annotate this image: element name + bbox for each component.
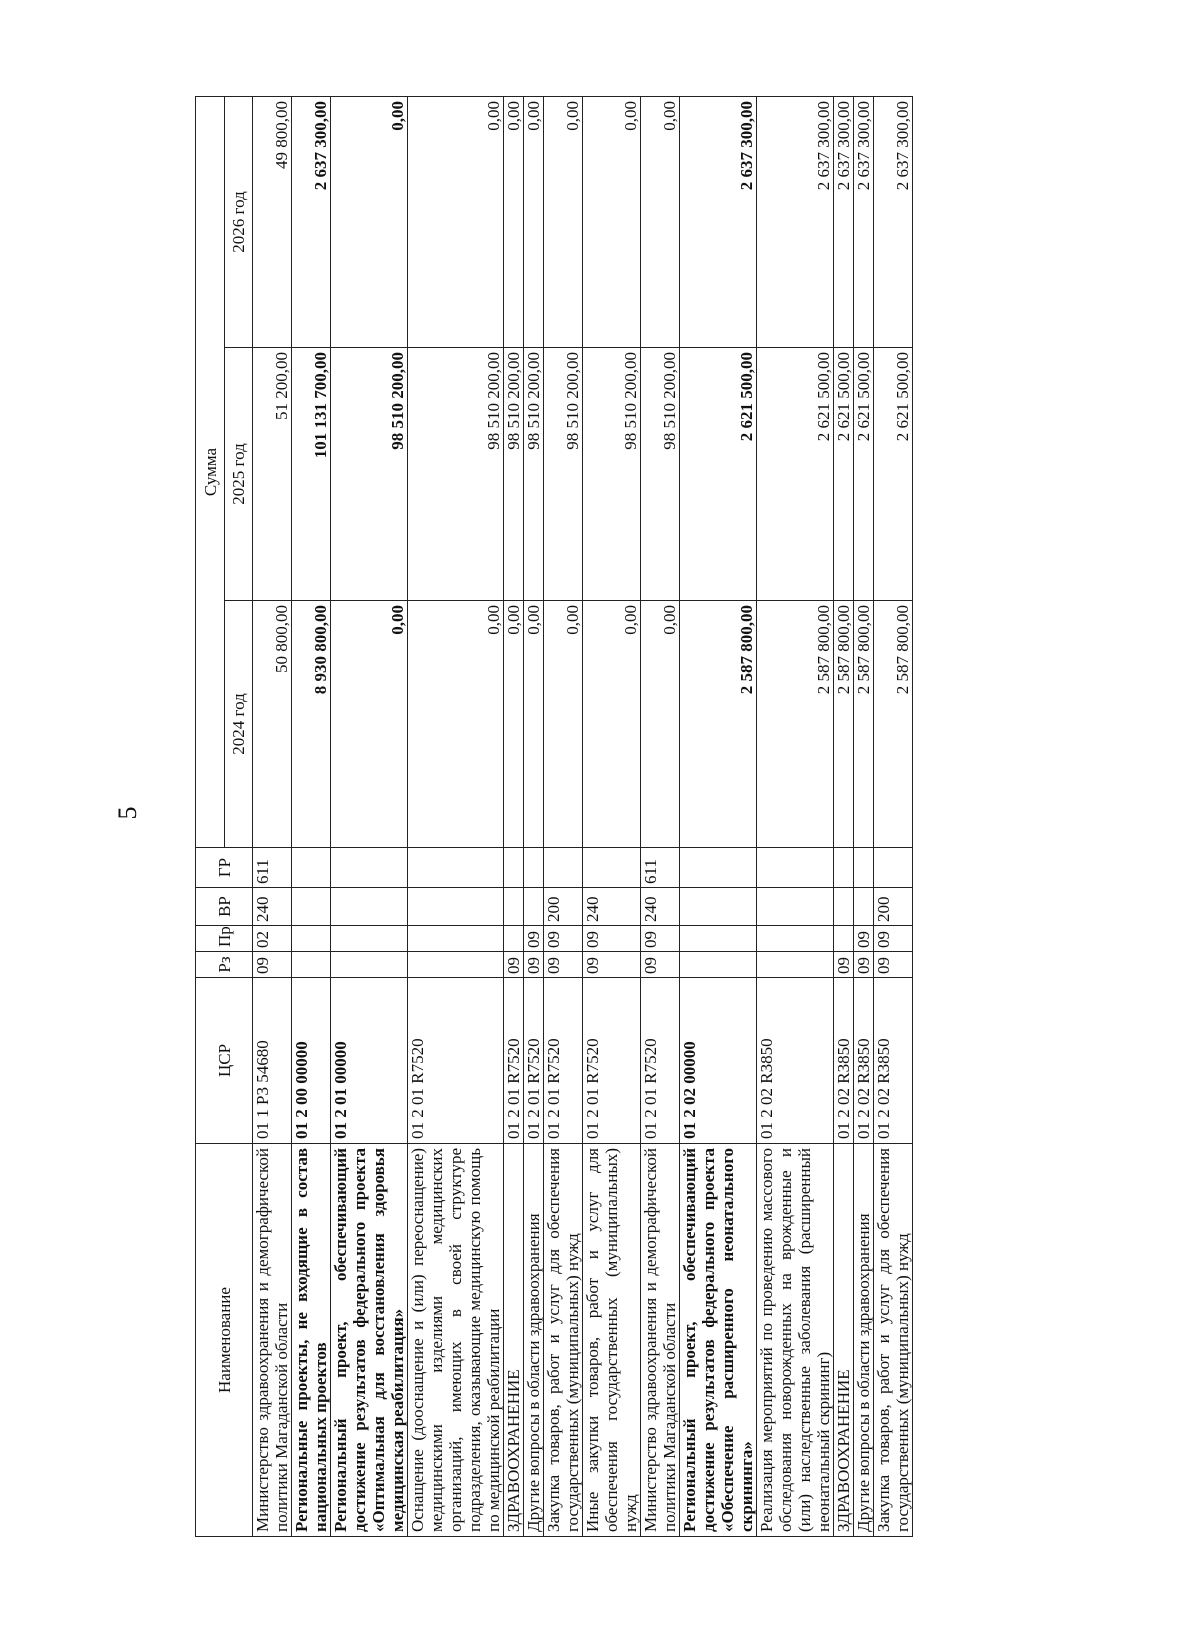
row-vr: [757, 888, 834, 926]
header-2026: 2026 год: [225, 97, 253, 348]
row-sum-2026: 2 637 300,00: [680, 97, 757, 348]
row-sum-2024: 50 800,00: [253, 601, 292, 848]
header-vr: ВР: [196, 888, 253, 926]
row-sum-2026: 2 637 300,00: [292, 97, 331, 348]
table-row: [583, 97, 641, 1537]
row-rz: [331, 952, 408, 978]
row-sum-2025: 101 131 700,00: [292, 348, 331, 601]
row-sum-2026: 0,00: [544, 97, 583, 348]
row-name: Иные закупки товаров, работ и услуг для обеспечения государственных (муниципальных) нужд: [583, 1144, 641, 1537]
row-sum-2025: 2 621 500,00: [680, 348, 757, 601]
row-sum-2025: 98 510 200,00: [641, 348, 680, 601]
row-pr: [834, 926, 854, 952]
table-row: [641, 97, 680, 1537]
row-gr: [544, 848, 583, 888]
row-sum-2024: 0,00: [641, 601, 680, 848]
row-sum-2024: 2 587 800,00: [874, 601, 913, 848]
row-sum-2024: 0,00: [524, 601, 544, 848]
budget-table: [195, 96, 913, 1537]
row-sum-2025: 2 621 500,00: [874, 348, 913, 601]
row-csr: 01 2 02 R3850: [854, 978, 874, 1144]
row-csr: 01 2 01 R7520: [641, 978, 680, 1144]
row-gr: [757, 848, 834, 888]
row-sum-2024: 0,00: [583, 601, 641, 848]
row-vr: 240: [583, 888, 641, 926]
row-gr: [874, 848, 913, 888]
row-vr: [524, 888, 544, 926]
row-sum-2026: 0,00: [641, 97, 680, 348]
header-gr: ГР: [196, 848, 253, 888]
row-vr: [331, 888, 408, 926]
header-pr: Пр: [196, 926, 253, 952]
row-sum-2026: 0,00: [408, 97, 504, 348]
header-name: Наименование: [196, 1144, 253, 1537]
row-sum-2025: 98 510 200,00: [331, 348, 408, 601]
row-name: Региональный проект, обеспечивающий достижение результатов федерального проекта «Обеспечение расширенного неонатального скрининга»: [680, 1144, 757, 1537]
header-rz: Рз: [196, 952, 253, 978]
row-rz: 09: [253, 952, 292, 978]
table-row: [680, 97, 757, 1537]
row-name: Другие вопросы в области здравоохранения: [524, 1144, 544, 1537]
page-number: 5: [113, 806, 142, 820]
row-csr: 01 2 01 R7520: [544, 978, 583, 1144]
row-pr: [331, 926, 408, 952]
row-gr: [680, 848, 757, 888]
row-vr: 200: [544, 888, 583, 926]
row-sum-2025: 98 510 200,00: [524, 348, 544, 601]
row-sum-2025: 2 621 500,00: [854, 348, 874, 601]
table-row: [757, 97, 834, 1537]
row-sum-2024: 2 587 800,00: [757, 601, 834, 848]
table-row: [253, 97, 292, 1537]
row-sum-2026: 2 637 300,00: [834, 97, 854, 348]
table-body: [253, 97, 913, 1537]
table-row: [524, 97, 544, 1537]
row-csr: 01 2 01 R7520: [524, 978, 544, 1144]
row-sum-2025: 2 621 500,00: [834, 348, 854, 601]
row-rz: [680, 952, 757, 978]
row-rz: 09: [834, 952, 854, 978]
row-sum-2025: 98 510 200,00: [504, 348, 524, 601]
row-rz: [408, 952, 504, 978]
row-name: ЗДРАВООХРАНЕНИЕ: [834, 1144, 854, 1537]
row-rz: 09: [544, 952, 583, 978]
row-sum-2024: 2 587 800,00: [854, 601, 874, 848]
row-name: Реализация мероприятий по проведению массового обследования новорожденных на врожденные и (или) наследственные заболевания (расширенный неонатальный скрининг): [757, 1144, 834, 1537]
table-row: [292, 97, 331, 1537]
row-sum-2024: 0,00: [544, 601, 583, 848]
row-name: Оснащение (дооснащение и (или) переоснащение) медицинскими изделиями медицинских организаций, имеющих в своей структуре подразделения, оказывающие медицинскую помощь по медицинской реабилитации: [408, 1144, 504, 1537]
row-gr: 611: [253, 848, 292, 888]
row-rz: [757, 952, 834, 978]
row-rz: 09: [641, 952, 680, 978]
row-csr: 01 2 01 R7520: [583, 978, 641, 1144]
row-pr: [504, 926, 524, 952]
header-csr: ЦСР: [196, 978, 253, 1144]
row-sum-2024: 0,00: [331, 601, 408, 848]
row-pr: [680, 926, 757, 952]
row-vr: [504, 888, 524, 926]
row-pr: [292, 926, 331, 952]
row-sum-2026: 0,00: [504, 97, 524, 348]
row-sum-2026: 0,00: [583, 97, 641, 348]
row-sum-2026: 2 637 300,00: [874, 97, 913, 348]
row-rz: [292, 952, 331, 978]
row-vr: [854, 888, 874, 926]
table-row: [854, 97, 874, 1537]
row-vr: [680, 888, 757, 926]
row-pr: 09: [583, 926, 641, 952]
row-sum-2024: 0,00: [504, 601, 524, 848]
row-sum-2026: 0,00: [524, 97, 544, 348]
row-gr: 611: [641, 848, 680, 888]
row-vr: 240: [253, 888, 292, 926]
table-row: [331, 97, 408, 1537]
row-csr: 01 2 02 R3850: [834, 978, 854, 1144]
row-rz: 09: [524, 952, 544, 978]
header-2024: 2024 год: [225, 601, 253, 848]
row-name: Региональный проект, обеспечивающий достижение результатов федерального проекта «Оптимальная для восстановления здоровья медицинская реабилитация»: [331, 1144, 408, 1537]
row-name: Другие вопросы в области здравоохранения: [854, 1144, 874, 1537]
row-sum-2024: 2 587 800,00: [834, 601, 854, 848]
row-rz: 09: [874, 952, 913, 978]
row-pr: 09: [524, 926, 544, 952]
row-gr: [504, 848, 524, 888]
row-gr: [331, 848, 408, 888]
rotated-table-container: [195, 97, 1120, 1537]
table-row: [504, 97, 524, 1537]
row-csr: 01 2 02 00000: [680, 978, 757, 1144]
row-vr: [292, 888, 331, 926]
row-sum-2026: 49 800,00: [253, 97, 292, 348]
row-csr: 01 2 02 R3850: [874, 978, 913, 1144]
row-sum-2024: 8 930 800,00: [292, 601, 331, 848]
header-2025: 2025 год: [225, 348, 253, 601]
row-csr: 01 2 01 R7520: [408, 978, 504, 1144]
row-sum-2026: 0,00: [331, 97, 408, 348]
table-row: [874, 97, 913, 1537]
row-rz: 09: [854, 952, 874, 978]
row-gr: [583, 848, 641, 888]
row-rz: 09: [504, 952, 524, 978]
row-pr: 09: [544, 926, 583, 952]
row-gr: [408, 848, 504, 888]
row-csr: 01 2 01 00000: [331, 978, 408, 1144]
row-sum-2026: 2 637 300,00: [757, 97, 834, 348]
row-gr: [292, 848, 331, 888]
table-row: [834, 97, 854, 1537]
row-pr: 09: [874, 926, 913, 952]
row-vr: [408, 888, 504, 926]
row-pr: [757, 926, 834, 952]
row-vr: 240: [641, 888, 680, 926]
row-csr: 01 2 00 00000: [292, 978, 331, 1144]
row-sum-2025: 98 510 200,00: [544, 348, 583, 601]
row-vr: [834, 888, 854, 926]
row-sum-2025: 2 621 500,00: [757, 348, 834, 601]
row-sum-2024: 0,00: [408, 601, 504, 848]
row-sum-2025: 51 200,00: [253, 348, 292, 601]
row-gr: [834, 848, 854, 888]
table-row: [544, 97, 583, 1537]
row-name: Закупка товаров, работ и услуг для обеспечения государственных (муниципальных) нужд: [544, 1144, 583, 1537]
row-name: Министерство здравоохранения и демографической политики Магаданской области: [253, 1144, 292, 1537]
row-name: Министерство здравоохранения и демографической политики Магаданской области: [641, 1144, 680, 1537]
row-name: Закупка товаров, работ и услуг для обеспечения государственных (муниципальных) нужд: [874, 1144, 913, 1537]
header-row: [196, 97, 225, 1537]
row-gr: [854, 848, 874, 888]
row-vr: 200: [874, 888, 913, 926]
row-sum-2026: 2 637 300,00: [854, 97, 874, 348]
row-csr: 01 1 Р3 54680: [253, 978, 292, 1144]
row-pr: 02: [253, 926, 292, 952]
row-name: Региональные проекты, не входящие в состав национальных проектов: [292, 1144, 331, 1537]
row-pr: [408, 926, 504, 952]
row-name: ЗДРАВООХРАНЕНИЕ: [504, 1144, 524, 1537]
row-pr: 09: [641, 926, 680, 952]
row-sum-2025: 98 510 200,00: [583, 348, 641, 601]
row-gr: [524, 848, 544, 888]
row-sum-2024: 2 587 800,00: [680, 601, 757, 848]
table-row: [408, 97, 504, 1537]
row-rz: 09: [583, 952, 641, 978]
header-sum: Сумма: [196, 97, 225, 848]
row-csr: 01 2 01 R7520: [504, 978, 524, 1144]
row-sum-2025: 98 510 200,00: [408, 348, 504, 601]
row-pr: 09: [854, 926, 874, 952]
row-csr: 01 2 02 R3850: [757, 978, 834, 1144]
